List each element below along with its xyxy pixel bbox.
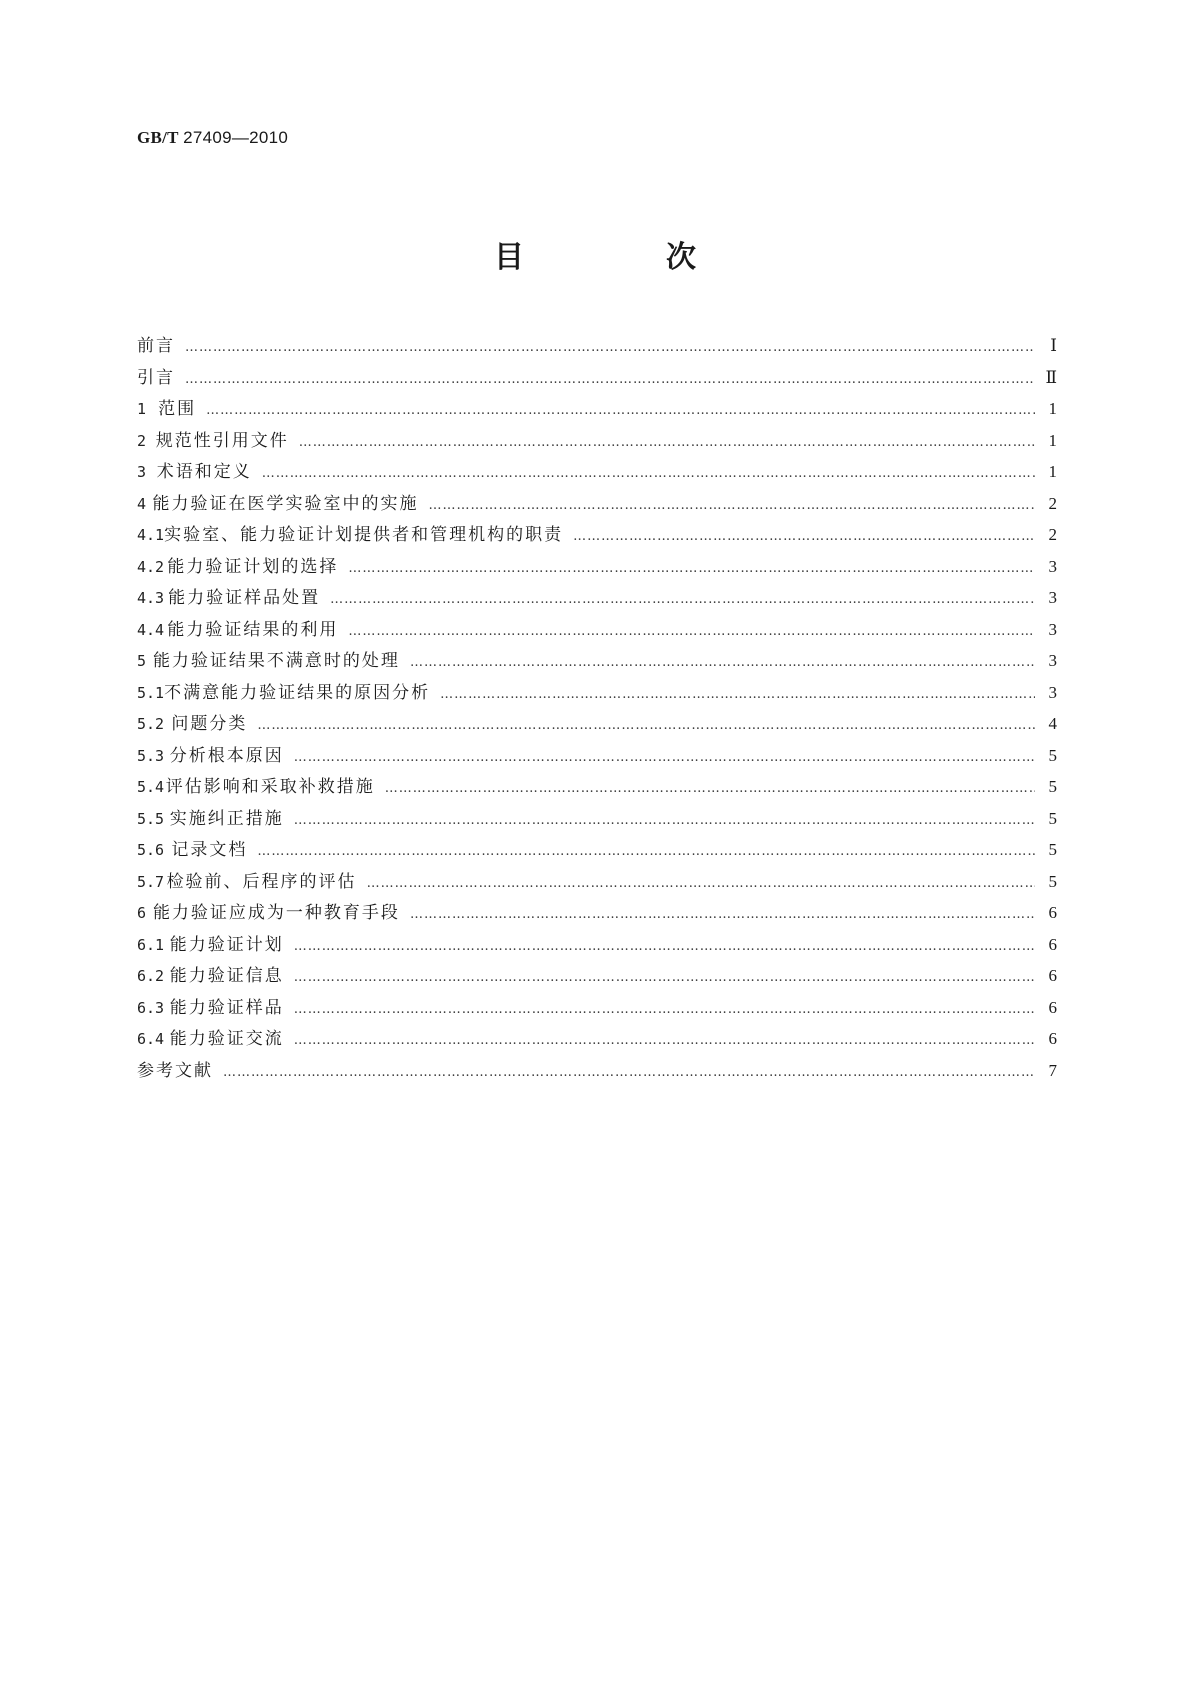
- toc-entry-title: 记录文档: [171, 840, 248, 860]
- toc-entry-title: 规范性引用文件: [155, 430, 289, 451]
- toc-entry-page: 3: [1048, 619, 1057, 639]
- toc-entry-title: 能力验证样品处置: [168, 588, 321, 608]
- toc-entry-page: 6: [1048, 997, 1057, 1017]
- toc-dot-leader: [573, 521, 1035, 553]
- toc-entry-page: 7: [1048, 1060, 1057, 1080]
- toc-entry-page: 4: [1048, 714, 1057, 733]
- toc-entry-page: Ⅰ: [1050, 336, 1057, 355]
- toc-entry[interactable]: [137, 897, 1057, 929]
- toc-dot-leader: [330, 584, 1035, 616]
- toc-entry[interactable]: [137, 929, 1057, 961]
- toc-dot-leader: [257, 710, 1035, 742]
- toc-entry-page: 3: [1048, 651, 1057, 670]
- toc-entry-page: 5: [1048, 808, 1057, 828]
- toc-entry-number: 1: [137, 400, 147, 418]
- toc-entry[interactable]: [137, 708, 1057, 740]
- toc-entry-number: 6.4: [137, 1030, 165, 1048]
- toc-entry-page: 6: [1048, 966, 1057, 985]
- toc-entry-number: 6.3: [137, 998, 165, 1017]
- toc-entry-page: 1: [1048, 399, 1057, 418]
- toc-entry-page: 3: [1048, 556, 1057, 576]
- toc-entry-title: 能力验证信息: [169, 966, 284, 986]
- toc-entry-number: 6: [137, 904, 147, 922]
- toc-entry-number: 5.6: [137, 841, 165, 859]
- toc-entry[interactable]: [137, 1023, 1057, 1055]
- toc-dot-leader: [385, 773, 1035, 805]
- toc-entry-number: 5.4: [137, 778, 165, 796]
- toc-entry-number: 4.2: [137, 557, 165, 576]
- toc-entry-number: 5.5: [137, 809, 165, 828]
- toc-dot-leader: [294, 931, 1035, 963]
- toc-entry-title: 检验前、后程序的评估: [166, 871, 357, 892]
- toc-entry[interactable]: [137, 488, 1057, 520]
- toc-entry-number: 4: [137, 494, 147, 513]
- toc-entry-number: 6.2: [137, 967, 165, 985]
- toc-entry-title: 能力验证计划的选择: [167, 556, 339, 577]
- toc-dot-leader: [294, 962, 1035, 994]
- toc-dot-leader: [348, 553, 1035, 585]
- toc-entry[interactable]: [137, 960, 1057, 992]
- toc-entry-page: 1: [1048, 430, 1057, 450]
- toc-entry-page: 5: [1048, 840, 1057, 859]
- toc-entry[interactable]: [137, 551, 1057, 583]
- toc-dot-leader: [348, 616, 1035, 648]
- toc-entry-number: 4.3: [137, 589, 165, 607]
- toc-dot-leader: [294, 994, 1035, 1026]
- toc-dot-leader: [428, 490, 1035, 522]
- toc-entry-number: 5.7: [137, 872, 165, 891]
- toc-entry-title: 范围: [158, 399, 197, 419]
- toc-entry-number: 5: [137, 652, 147, 670]
- toc-dot-leader: [410, 647, 1035, 679]
- table-of-contents: [137, 330, 1057, 1086]
- toc-entry[interactable]: [137, 519, 1057, 551]
- toc-dot-leader: [206, 395, 1035, 427]
- toc-entry-title: 参考文献: [137, 1060, 213, 1081]
- toc-entry-number: 3: [137, 463, 147, 481]
- toc-entry-number: 4.1: [137, 526, 165, 544]
- toc-entry-number: 5.1: [137, 683, 165, 702]
- toc-entry[interactable]: [137, 614, 1057, 646]
- toc-entry[interactable]: [137, 456, 1057, 488]
- toc-entry[interactable]: [137, 582, 1057, 614]
- toc-entry-page: 6: [1048, 934, 1057, 954]
- toc-entry-number: 5.2: [137, 715, 165, 733]
- toc-dot-leader: [257, 836, 1035, 868]
- standard-code: 27409—2010: [183, 128, 289, 147]
- toc-entry-title: 能力验证计划: [169, 934, 284, 955]
- toc-entry-title: 能力验证交流: [169, 1029, 284, 1049]
- toc-entry-title: 能力验证在医学实验室中的实施: [152, 493, 419, 514]
- toc-dot-leader: [367, 868, 1035, 900]
- toc-entry-page: Ⅱ: [1045, 367, 1057, 387]
- toc-entry-title: 评估影响和采取补救措施: [165, 777, 375, 797]
- toc-entry-title: 能力验证结果的利用: [167, 619, 339, 640]
- toc-entry-page: 5: [1048, 745, 1057, 765]
- toc-entry-page: 1: [1048, 462, 1057, 481]
- toc-entry-title: 引言: [137, 367, 175, 388]
- toc-entry-number: 5.3: [137, 746, 165, 765]
- toc-entry-page: 5: [1048, 871, 1057, 891]
- toc-entry-title: 能力验证结果不满意时的处理: [152, 651, 400, 671]
- toc-entry-page: 3: [1048, 588, 1057, 607]
- toc-entry[interactable]: [137, 1055, 1057, 1087]
- toc-entry[interactable]: [137, 834, 1057, 866]
- toc-entry[interactable]: [137, 740, 1057, 772]
- toc-entry-title: 术语和定义: [156, 462, 252, 482]
- toc-entry[interactable]: [137, 393, 1057, 425]
- toc-entry-page: 3: [1048, 682, 1057, 702]
- toc-entry[interactable]: [137, 362, 1057, 394]
- toc-dot-leader: [294, 805, 1035, 837]
- toc-entry-page: 6: [1048, 1029, 1057, 1048]
- toc-entry[interactable]: [137, 771, 1057, 803]
- toc-dot-leader: [294, 742, 1035, 774]
- toc-entry[interactable]: [137, 425, 1057, 457]
- toc-entry-number: 2: [137, 431, 147, 450]
- toc-entry-title: 实验室、能力验证计划提供者和管理机构的职责: [164, 525, 564, 545]
- toc-entry-page: 6: [1048, 903, 1057, 922]
- toc-dot-leader: [299, 427, 1035, 459]
- toc-entry-title: 前言: [137, 336, 175, 356]
- toc-entry[interactable]: [137, 330, 1057, 362]
- toc-entry-title: 能力验证应成为一种教育手段: [152, 903, 400, 923]
- toc-entry-page: 2: [1048, 525, 1057, 544]
- toc-entry[interactable]: [137, 866, 1057, 898]
- toc-dot-leader: [185, 364, 1035, 396]
- toc-entry-title: 不满意能力验证结果的原因分析: [164, 682, 431, 703]
- toc-dot-leader: [223, 1057, 1035, 1089]
- toc-entry[interactable]: [137, 677, 1057, 709]
- toc-entry-page: 5: [1048, 777, 1057, 796]
- page-title: 目 次: [494, 240, 752, 275]
- toc-entry-number: 4.4: [137, 620, 165, 639]
- toc-entry-title: 实施纠正措施: [169, 808, 284, 829]
- toc-entry[interactable]: [137, 803, 1057, 835]
- toc-entry-title: 分析根本原因: [169, 745, 284, 766]
- standard-number: [137, 128, 288, 148]
- toc-entry-title: 问题分类: [171, 714, 248, 734]
- toc-entry[interactable]: [137, 992, 1057, 1024]
- toc-entry-title: 能力验证样品: [169, 997, 284, 1018]
- toc-entry[interactable]: [137, 645, 1057, 677]
- toc-dot-leader: [262, 458, 1035, 490]
- toc-dot-leader: [185, 332, 1035, 364]
- toc-dot-leader: [410, 899, 1035, 931]
- toc-dot-leader: [440, 679, 1035, 711]
- toc-entry-page: 2: [1048, 493, 1057, 513]
- toc-entry-number: 6.1: [137, 935, 165, 954]
- toc-dot-leader: [294, 1025, 1035, 1057]
- standard-prefix: GB/T: [137, 128, 179, 147]
